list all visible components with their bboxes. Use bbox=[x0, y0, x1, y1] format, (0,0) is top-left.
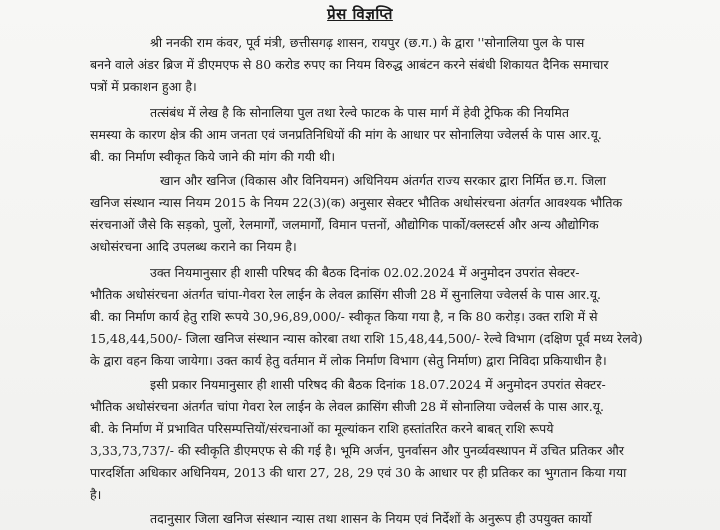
paragraph-line: पत्रों में प्रकाशन हुआ है। bbox=[90, 79, 197, 94]
paragraph-line: के द्वारा वहन किया जायेगा। उक्त कार्य हेतु वर्तमान में लोक निर्माण विभाग (सेतु निर्माण) द्वारा निविदा प्रकियाधीन है। bbox=[90, 353, 607, 368]
paragraph-line: समस्या के कारण क्षेत्र की आम जनता एवं जनप्रतिनिधियों की मांग के आधार पर सोनालिया ज्वेलर्स के पास आर.यू. bbox=[90, 127, 602, 142]
paragraph-line: संरचनाओं जैसे कि सड़को, पुलों, रेलमार्गों, जलमार्गों, विमान पत्तनों, औद्योगिक पार्को/क्लस्टर्स और अन्य औद्योगिक bbox=[90, 217, 599, 232]
paragraph-line: बनने वाले अंडर ब्रिज में डीएमएफ से 80 करोड रुपए का नियम विरुद्ध आबंटन करने संबंधी शिकायत दैनिक समाचार bbox=[90, 57, 609, 72]
paragraph-line: तत्संबंध में लेख है कि सोनालिया पुल तथा रेल्वे फाटक के पास मार्ग में हेवी ट्रेफिक की नियमित bbox=[150, 105, 569, 120]
paragraph-line: तदानुसार जिला खनिज संस्थान न्यास तथा शासन के नियम एवं निर्देशों के अनुरूप ही उपयुक्त कार्यो bbox=[150, 511, 592, 526]
paragraph-line: 15,48,44,500/- जिला खनिज संस्थान न्यास कोरबा तथा राशि 15,48,44,500/- रेल्वे विभाग (दक्षिण पूर्व मध्य रेलवे) bbox=[90, 331, 643, 346]
paragraph-line: भौतिक अधोसंरचना अंतर्गत चांपा-गेवरा रेल लाईन के लेवल क्रासिंग सीजी 28 में सुनालिया ज्वेलर्स के पास आर.यू. bbox=[90, 287, 601, 302]
paragraph-line: भौतिक अधोसंरचना अंतर्गत चांपा गेवरा रेल लाईन के लेवल क्रासिंग सीजी 28 में सोनालिया ज्वेलर्स के पास आर.यू. bbox=[90, 399, 604, 414]
paragraph-line: बी. का निर्माण कार्य हेतु राशि रूपये 30,96,89,000/- स्वीकृत किया गया है, न कि 80 करोड़। उक्त राशि में से bbox=[90, 309, 598, 324]
paragraph-line: उक्त नियमानुसार ही शासी परिषद की बैठक दिनांक 02.02.2024 में अनुमोदन उपरांत सेक्टर- bbox=[150, 265, 580, 280]
paragraph-line: खान और खनिज (विकास और विनियमन) अधिनियम अंतर्गत राज्य सरकार द्वारा निर्मित छ.ग. जिला bbox=[160, 173, 607, 188]
paragraph-line: खनिज संस्थान न्यास नियम 2015 के नियम 22(3)(क) अनुसार सेक्टर भौतिक अधोसंरचना अंतर्गत आवश्यक भौतिक bbox=[90, 195, 623, 210]
paragraph-line: अधोसंरचना आदि उपलब्ध कराने का नियम है। bbox=[90, 239, 297, 254]
paragraph-line: श्री ननकी राम कंवर, पूर्व मंत्री, छत्तीसगढ़ शासन, रायपुर (छ.ग.) के द्वारा ''सोनालिया पुल के पास bbox=[150, 35, 585, 50]
paragraph-line: बी. का निर्माण स्वीकृत किये जाने की मांग की गयी थी। bbox=[90, 149, 336, 164]
paragraph-line: बी. के निर्माण में प्रभावित परिसम्पत्तियों/संरचनाओं का मूल्यांकन राशि हस्तांतरित करने बाबत् राशि रूपये bbox=[90, 421, 554, 436]
paragraph-line: 3,33,73,737/- की स्वीकृति डीएमएफ से की गई है। भूमि अर्जन, पुनर्वासन और पुनर्व्यवस्थापन में उचित प्रतिकर और bbox=[90, 443, 624, 458]
page-title: प्रेस विज्ञप्ति bbox=[327, 5, 393, 23]
paragraph-line: पारदर्शिता अधिकार अधिनियम, 2013 की धारा 27, 28, 29 एवं 30 के आधार पर ही प्रतिकर का भुगतान किया गया bbox=[90, 465, 627, 480]
paragraph-line: है। bbox=[90, 487, 102, 502]
paragraph-line: इसी प्रकार नियमानुसार ही शासी परिषद की बैठक दिनांक 18.07.2024 में अनुमोदन उपरांत सेक्टर- bbox=[150, 377, 606, 392]
